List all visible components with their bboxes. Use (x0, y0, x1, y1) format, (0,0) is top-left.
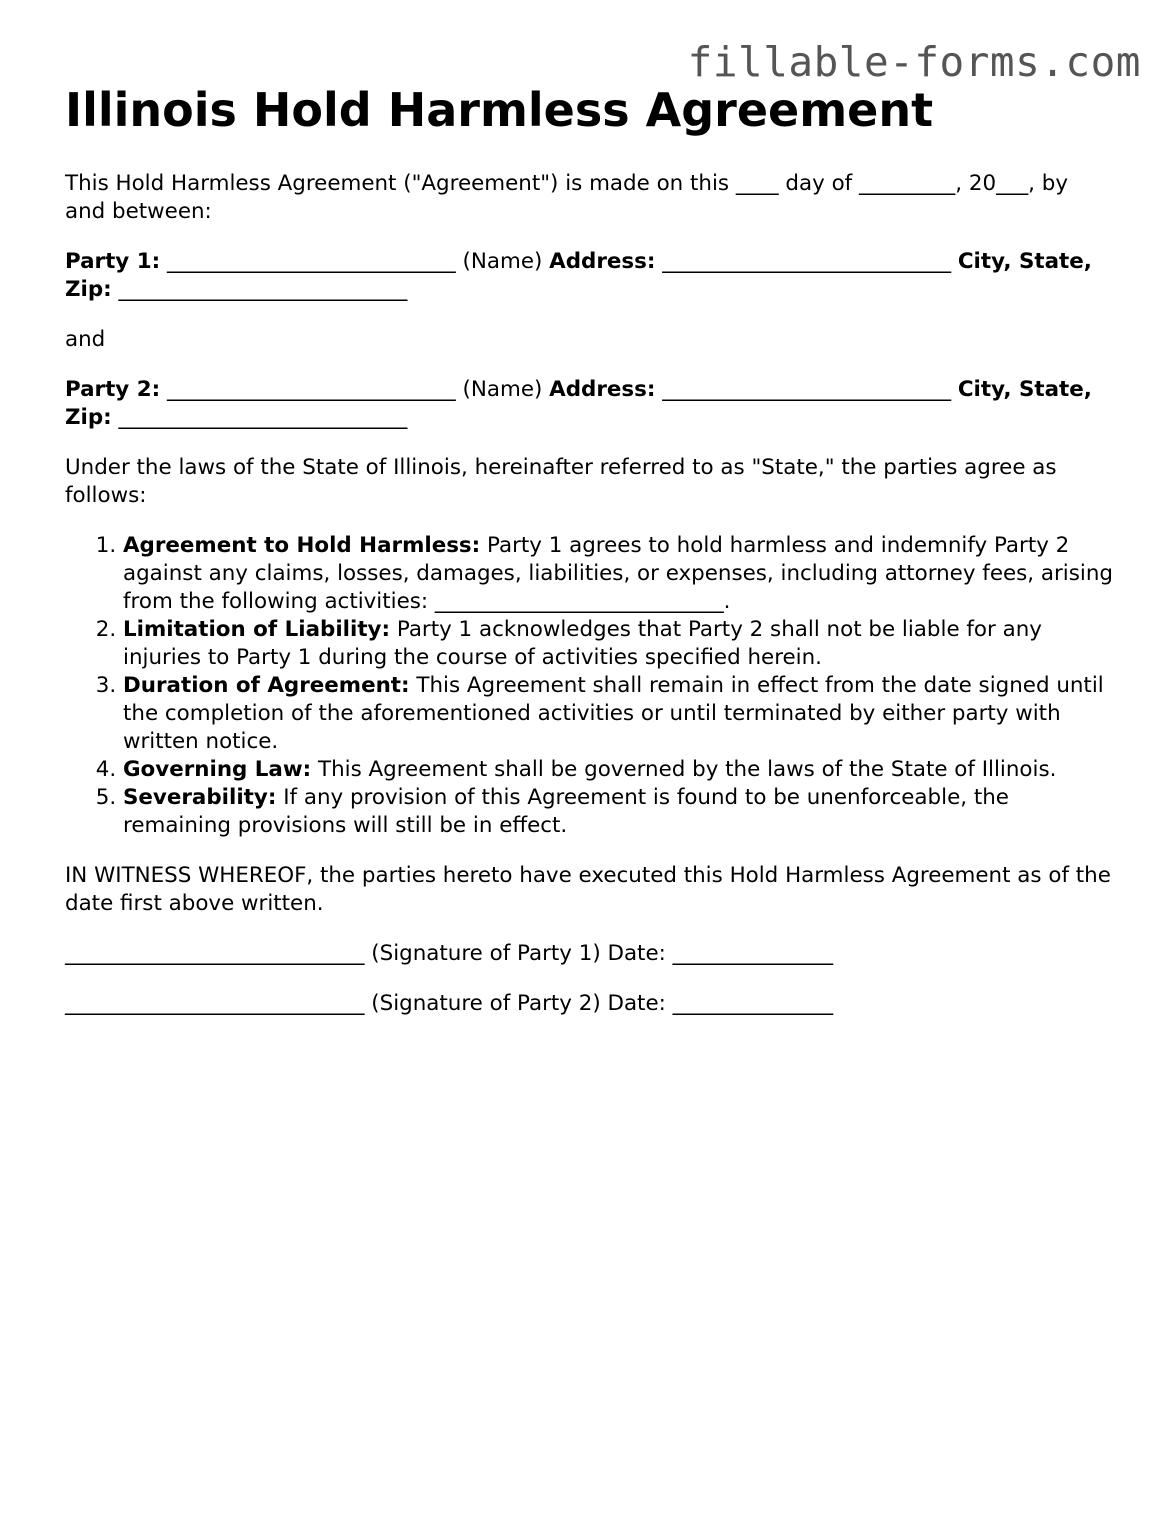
party-1-address-label: Address: (549, 249, 656, 274)
clause-text: This Agreement shall remain in effect from the date signed until the completion of the aforementioned activities or until terminated by either party with written notice. (123, 673, 1104, 754)
clause-list (65, 532, 1115, 840)
laws-paragraph: Under the laws of the State of Illinois, hereinafter referred to as "State," the parties agree as follows: (65, 455, 1057, 508)
party-2-address-field[interactable]: ___________________________ (662, 377, 952, 402)
clause-item (123, 756, 1115, 784)
party-2-date-field[interactable]: _______________ (672, 991, 834, 1016)
party-2-block (65, 376, 1115, 432)
document-page (65, 82, 1115, 1018)
party-2-label: Party 2: (65, 377, 161, 402)
clause-heading: Duration of Agreement: (123, 673, 410, 698)
party-1-signature-field[interactable]: ____________________________ (65, 941, 365, 966)
watermark: fillable-forms.com (687, 38, 1141, 86)
clause-text: Party 1 agrees to hold harmless and indemnify Party 2 against any claims, losses, damages, liabilities, or expenses, including attorney fees, arising from the following activities: ___________________________. (123, 533, 1113, 614)
party-2-signature-field[interactable]: ____________________________ (65, 991, 365, 1016)
party-2-city-state-zip-field[interactable]: ___________________________ (118, 405, 408, 430)
clause-text: This Agreement shall be governed by the laws of the State of Illinois. (318, 757, 1057, 782)
clause-text: Party 1 acknowledges that Party 2 shall not be liable for any injuries to Party 1 during the course of activities specified herein. (123, 617, 1042, 670)
witness-paragraph: IN WITNESS WHEREOF, the parties hereto have executed this Hold Harmless Agreement as of the date first above written. (65, 863, 1111, 916)
and-text: and (65, 327, 106, 352)
party-2-city-state-zip-label: City, State, Zip: (65, 377, 1092, 430)
party-2-name-field[interactable]: ___________________________ (166, 377, 456, 402)
clause-heading: Limitation of Liability: (123, 617, 391, 642)
signature-line-party-1 (65, 940, 1115, 968)
clause-item (123, 532, 1115, 616)
party-1-signature-label: (Signature of Party 1) Date: (371, 941, 666, 966)
intro-paragraph: This Hold Harmless Agreement ("Agreement") is made on this ____ day of _________, 20___, by and between: (65, 171, 1068, 224)
document-title: Illinois Hold Harmless Agreement (65, 83, 934, 137)
party-2-name-hint: (Name) (462, 377, 543, 402)
party-2-signature-label: (Signature of Party 2) Date: (371, 991, 666, 1016)
party-2-address-label: Address: (549, 377, 656, 402)
party-1-city-state-zip-label: City, State, Zip: (65, 249, 1092, 302)
clause-item (123, 784, 1115, 840)
party-1-address-field[interactable]: ___________________________ (662, 249, 952, 274)
document-body (65, 170, 1115, 1018)
party-1-block (65, 248, 1115, 304)
party-1-name-hint: (Name) (462, 249, 543, 274)
clause-heading: Governing Law: (123, 757, 312, 782)
party-1-city-state-zip-field[interactable]: ___________________________ (118, 277, 408, 302)
party-1-name-field[interactable]: ___________________________ (166, 249, 456, 274)
clause-text: If any provision of this Agreement is found to be unenforceable, the remaining provisions will still be in effect. (123, 785, 1009, 838)
signature-line-party-2 (65, 990, 1115, 1018)
clause-item (123, 672, 1115, 756)
party-1-label: Party 1: (65, 249, 161, 274)
clause-heading: Agreement to Hold Harmless: (123, 533, 481, 558)
clause-heading: Severability: (123, 785, 277, 810)
clause-item (123, 616, 1115, 672)
party-1-date-field[interactable]: _______________ (672, 941, 834, 966)
